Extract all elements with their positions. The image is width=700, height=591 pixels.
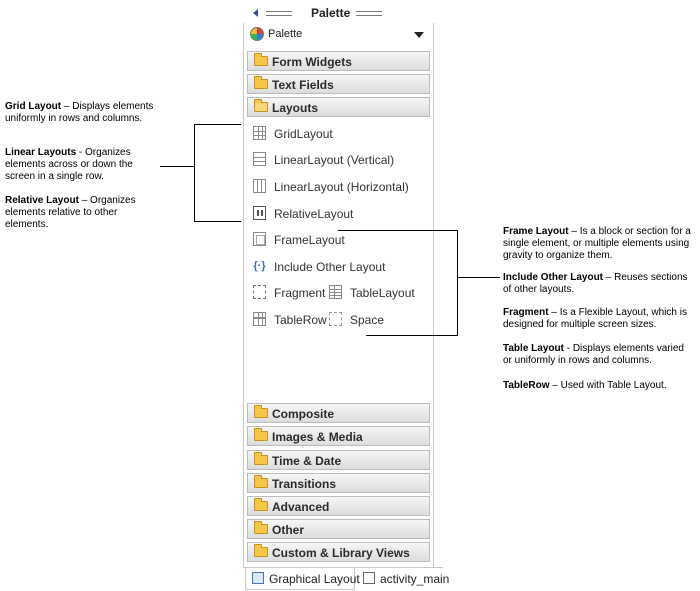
annotation-grid-layout [5,101,160,125]
folder-icon [254,56,268,66]
tab-label: Graphical Layout [269,572,360,586]
editor-tabs [243,567,450,591]
folder-open-icon [254,102,268,112]
annotation-text: Used with Table Layout. [560,380,667,391]
drawer-composite[interactable] [247,403,430,423]
fragment-icon [253,285,266,299]
drawer-label: Advanced [272,500,330,514]
drawer-form-widgets[interactable] [247,51,430,71]
item-label: LinearLayout (Horizontal) [274,180,409,194]
annotation-fragment [503,307,693,331]
annotation-linear-layouts [5,147,155,183]
palette-title: Palette [311,6,351,20]
include-layout-icon: {·} [253,260,266,272]
annotation-text: Displays elements uniformly in rows and columns. [5,101,154,124]
drag-grip-icon[interactable] [356,11,382,17]
annotation-term: Include Other Layout [503,272,604,283]
annotation-table-layout [503,343,693,367]
drag-grip-icon[interactable] [266,11,292,17]
annotation-include-other-layout [503,272,693,296]
panel-border-right [433,23,434,568]
item-label: GridLayout [274,127,333,141]
folder-icon [254,431,268,441]
annotation-text: Displays elements varied or uniformly in rows and columns. [503,343,684,366]
annotation-term: Grid Layout [5,101,62,112]
item-label: FrameLayout [274,233,345,247]
bracket-line-right-bottom [366,335,458,336]
graphical-layout-icon [252,572,264,584]
bracket-line-right [457,230,458,336]
annotation-sep: – [603,272,615,283]
drawer-custom-library[interactable] [247,542,430,562]
palette-selector[interactable] [245,24,432,46]
table-row-icon [253,312,266,326]
tab-graphical-layout[interactable] [245,568,360,590]
grid-layout-icon [253,126,266,140]
connector-line-left [160,166,194,167]
palette-icon [250,27,264,41]
frame-layout-icon [253,232,266,246]
tab-activity-main[interactable] [357,568,450,590]
drawer-label: Custom & Library Views [272,546,410,560]
item-label: Space [350,313,385,327]
drawer-label: Composite [272,407,335,421]
item-label: RelativeLayout [274,207,354,221]
drawer-label: Time & Date [272,454,342,468]
annotation-sep: - [76,147,86,158]
bracket-line-right-top [338,230,458,231]
palette-title-bar [244,3,433,23]
item-label: TableRow [274,313,327,327]
annotation-term: Fragment [503,307,549,318]
bracket-line-left-top [194,124,241,125]
item-label: LinearLayout (Vertical) [274,153,395,167]
panel-border-left [243,23,244,568]
bracket-line-left [194,124,195,222]
annotation-sep: – [568,226,580,237]
annotation-term: Relative Layout [5,195,79,206]
tab-label: activity_main [380,572,450,586]
annotation-text: Reuses sections of other layouts. [503,272,688,295]
drawer-label: Layouts [272,101,319,115]
drawer-label: Form Widgets [272,55,352,69]
annotation-relative-layout [5,195,155,231]
annotation-text: Is a block or section for a single element, or multiple elements using gravity to organize them. [503,226,691,261]
xml-file-icon [363,572,375,584]
folder-icon [254,501,268,511]
linear-vertical-icon [253,152,266,166]
folder-icon [254,455,268,465]
drawer-label: Transitions [272,477,337,491]
annotation-text: Is a Flexible Layout, which is designed for multiple screen sizes. [503,307,687,330]
folder-icon [254,524,268,534]
drawer-label: Other [272,523,305,537]
connector-line-right [458,277,500,278]
drawer-layouts[interactable] [247,97,430,117]
drawer-label: Images & Media [272,430,363,444]
annotation-sep: - [563,343,573,354]
item-label: Fragment [274,286,326,300]
folder-icon [254,408,268,418]
palette-selector-label: Palette [268,28,303,40]
collapse-left-icon[interactable] [253,9,258,17]
annotation-sep: – [78,195,91,206]
drawer-text-fields[interactable] [247,74,430,94]
drawer-other[interactable] [247,519,430,539]
annotation-frame-layout [503,226,693,262]
annotation-term: Frame Layout [503,226,569,237]
bracket-line-left-bottom [194,221,241,222]
drawer-images-media[interactable] [247,426,430,446]
item-label: Include Other Layout [274,260,386,274]
annotation-text: Organizes elements across or down the screen in a single row. [5,147,133,182]
table-layout-icon [329,285,342,299]
relative-layout-icon [253,206,266,220]
drawer-time-date[interactable] [247,450,430,470]
space-icon [329,312,342,326]
annotation-term: TableRow [503,380,550,391]
drawer-advanced[interactable] [247,496,430,516]
folder-icon [254,79,268,89]
drawer-label: Text Fields [272,78,334,92]
annotation-tablerow [503,380,693,392]
drawer-transitions[interactable] [247,473,430,493]
annotation-term: Table Layout [503,343,564,354]
annotation-sep: – [61,101,73,112]
folder-icon [254,547,268,557]
annotation-sep: – [548,307,560,318]
annotation-text: Organizes elements relative to other elements. [5,195,136,230]
folder-icon [254,478,268,488]
dropdown-arrow-icon[interactable] [414,32,424,38]
annotation-term: Linear Layouts [5,147,77,158]
annotation-sep: – [549,380,561,391]
linear-horizontal-icon [253,179,266,193]
item-label: TableLayout [350,286,415,300]
